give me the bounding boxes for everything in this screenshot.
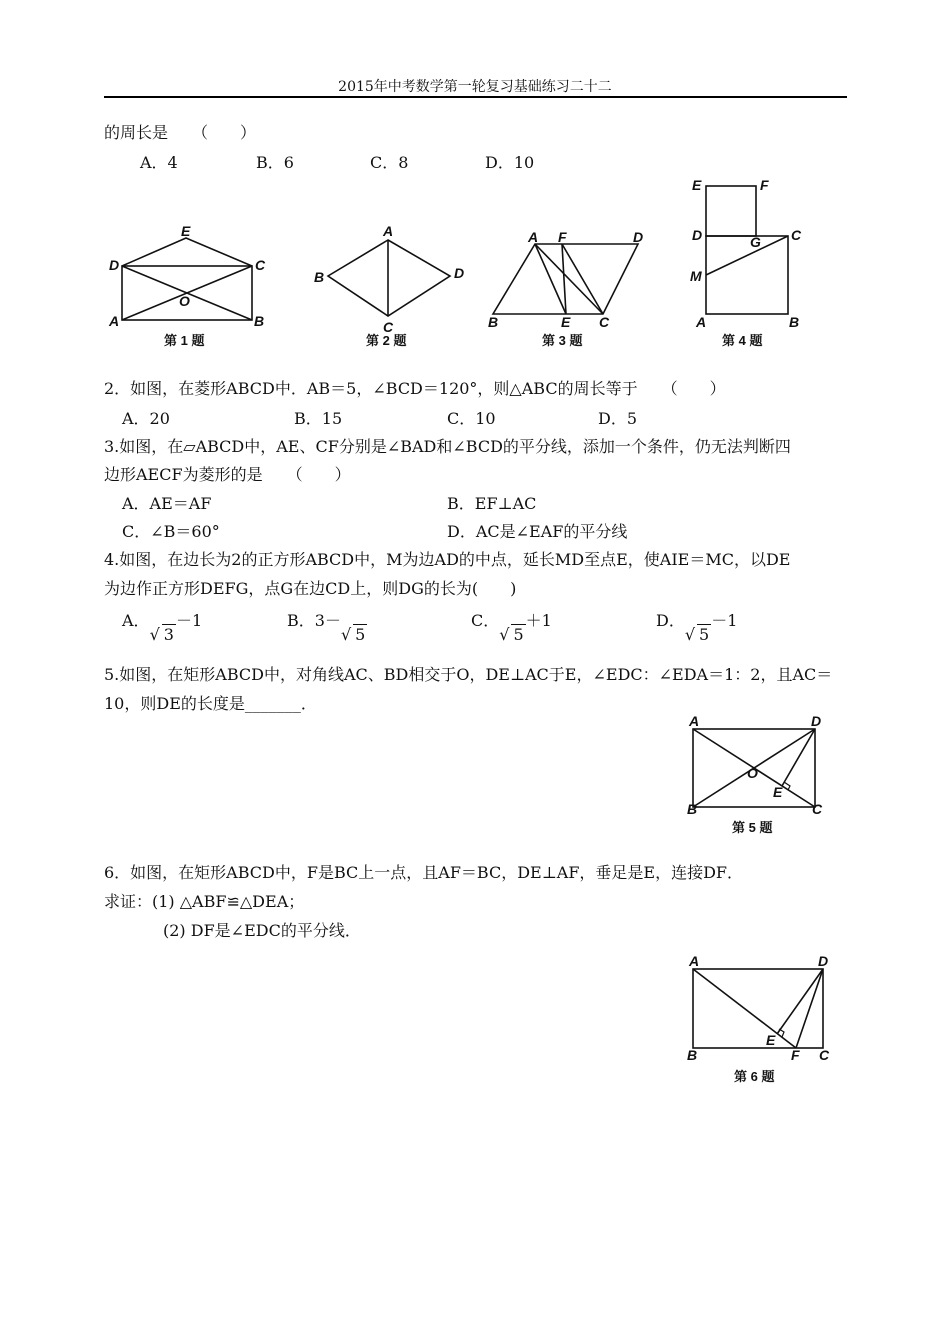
- fig5-line-de: [782, 729, 815, 786]
- fig5-label-o: O: [747, 765, 758, 781]
- fig1-label-a: A: [109, 313, 120, 329]
- q5-stem-line2: 10，则DE的长度是_______．: [104, 694, 317, 713]
- header-rule: [104, 96, 847, 98]
- q3-option-b: B．EF⊥AC: [447, 494, 537, 513]
- q4-option-b: B．3－√ 5: [287, 611, 366, 644]
- fig3-label-c: C: [599, 314, 610, 330]
- fig6-rectangle: [693, 969, 823, 1048]
- q2-option-b: B．15: [294, 409, 343, 428]
- q1-option-d: D．10: [485, 153, 535, 172]
- fig6-label-f: F: [791, 1047, 800, 1063]
- fig6-label-a: A: [689, 953, 700, 969]
- q4-option-a-suffix: －1: [175, 611, 203, 630]
- q4-option-c-suffix: ＋1: [525, 611, 552, 630]
- q2-option-d: D．5: [598, 409, 638, 428]
- q3-stem-line2: 边形AECF为菱形的是 （ ）: [104, 465, 351, 484]
- figures-row: [100, 172, 820, 357]
- fig4-label-c: C: [791, 227, 802, 243]
- fig4-caption: 第 4 题: [722, 333, 763, 348]
- q4-option-d-radicand: 5: [699, 625, 710, 644]
- fig3-line-fe: [562, 244, 566, 314]
- fig6-caption: 第 6 题: [734, 1069, 775, 1084]
- q4-option-d-prefix: D．: [656, 611, 685, 630]
- fig3-label-f: F: [558, 229, 567, 245]
- fig4-square-abcd: [706, 236, 788, 314]
- q5-stem-line1: 5.如图，在矩形ABCD中，对角线AC、BD相交于O，DE⊥AC于E，∠EDC：∠EDA＝1：2，且AC＝: [104, 665, 833, 684]
- fig5-label-e: E: [773, 784, 783, 800]
- page-header: 2015年中考数学第一轮复习基础练习二十二: [338, 79, 612, 95]
- q4-option-d-suffix: －1: [711, 611, 738, 630]
- fig6-label-e: E: [766, 1032, 776, 1048]
- fig5-label-c: C: [812, 801, 823, 817]
- q4-option-a-prefix: A．: [122, 611, 150, 630]
- fig2-label-c: C: [383, 319, 394, 335]
- fig1-label-e: E: [181, 223, 191, 239]
- fig5-label-d: D: [811, 713, 822, 729]
- fig3-label-e: E: [561, 314, 571, 330]
- q4-option-b-prefix: B．3－: [287, 611, 341, 630]
- fig6-line-af: [693, 969, 796, 1048]
- q3-option-d: D．AC是∠EAF的平分线: [447, 522, 628, 541]
- q1-stem: 的周长是 （ ）: [104, 123, 257, 142]
- fig3-label-b: B: [488, 314, 499, 330]
- fig2-label-a: A: [383, 223, 394, 239]
- fig6-label-d: D: [818, 953, 829, 969]
- fig1-label-d: D: [109, 257, 120, 273]
- q2-option-a: A．20: [122, 409, 170, 428]
- q2-option-c: C．10: [447, 409, 496, 428]
- q3-stem-line1: 3.如图，在▱ABCD中，AE、CF分别是∠BAD和∠BCD的平分线，添加一个条件，仍无法判断四: [104, 437, 791, 456]
- fig4-line-mc: [706, 236, 788, 275]
- fig1-label-o: O: [179, 293, 190, 309]
- q4-option-b-radicand: 5: [355, 625, 366, 644]
- fig4-label-a: A: [696, 314, 707, 330]
- fig3-label-a: A: [528, 229, 539, 245]
- q6-stem-line3: (2) DF是∠EDC的平分线．: [163, 921, 361, 940]
- fig1-label-c: C: [255, 257, 266, 273]
- fig5-diagram: [680, 710, 830, 840]
- fig6-label-c: C: [819, 1047, 830, 1063]
- fig2-caption: 第 2 题: [366, 333, 407, 348]
- fig6-diagram: [680, 950, 840, 1090]
- fig1-triangle-dec: [122, 238, 252, 266]
- q4-stem-line1: 4.如图，在边长为2的正方形ABCD中，M为边AD的中点，延长MD至点E，使AIE＝MC，以DE: [104, 550, 791, 569]
- q6-stem-line1: 6．如图，在矩形ABCD中，F是BC上一点，且AF＝BC，DE⊥AF，垂足是E，连接DF．: [104, 863, 744, 882]
- q4-option-d: D．√ 5－1: [656, 611, 738, 644]
- q2-stem: 2．如图，在菱形ABCD中．AB＝5，∠BCD＝120°，则△ABC的周长等于 （ ）: [104, 379, 726, 398]
- fig2-label-b: B: [314, 269, 325, 285]
- fig6-line-df: [796, 969, 823, 1048]
- fig1-label-b: B: [254, 313, 265, 329]
- fig4-label-m: M: [690, 268, 702, 284]
- fig6-label-b: B: [687, 1047, 698, 1063]
- fig4-label-f: F: [760, 177, 769, 193]
- fig5-label-a: A: [689, 713, 700, 729]
- fig4-label-b: B: [789, 314, 800, 330]
- q4-option-a-radicand: 3: [163, 625, 174, 644]
- q3-option-c: C．∠B＝60°: [122, 522, 220, 541]
- fig3-caption: 第 3 题: [542, 333, 583, 348]
- fig4-square-defg: [706, 186, 756, 236]
- fig5-caption: 第 5 题: [732, 820, 773, 835]
- fig5-label-b: B: [687, 801, 698, 817]
- fig2-label-d: D: [454, 265, 465, 281]
- q4-option-c: C．√ 5＋1: [471, 611, 552, 644]
- q4-stem-line2: 为边作正方形DEFG，点G在边CD上，则DG的长为( ): [104, 579, 517, 598]
- fig1-caption: 第 1 题: [164, 333, 205, 348]
- fig6-line-de: [777, 969, 823, 1034]
- q1-option-b: B．6: [256, 153, 294, 172]
- fig2-rhombus: [328, 240, 450, 316]
- q3-option-a: A．AE＝AF: [122, 494, 212, 513]
- q4-option-a: A．√ 3－1: [122, 611, 203, 644]
- q4-option-c-radicand: 5: [513, 625, 524, 644]
- fig3-line-ae: [535, 244, 566, 314]
- fig4-label-d: D: [692, 227, 703, 243]
- fig4-label-e: E: [692, 177, 702, 193]
- fig4-label-g: G: [750, 234, 761, 250]
- q6-stem-line2: 求证：(1) △ABF≌△DEA；: [104, 892, 305, 911]
- fig3-label-d: D: [633, 229, 644, 245]
- q1-option-a: A．4: [140, 153, 178, 172]
- q4-option-c-prefix: C．: [471, 611, 500, 630]
- q1-option-c: C．8: [370, 153, 409, 172]
